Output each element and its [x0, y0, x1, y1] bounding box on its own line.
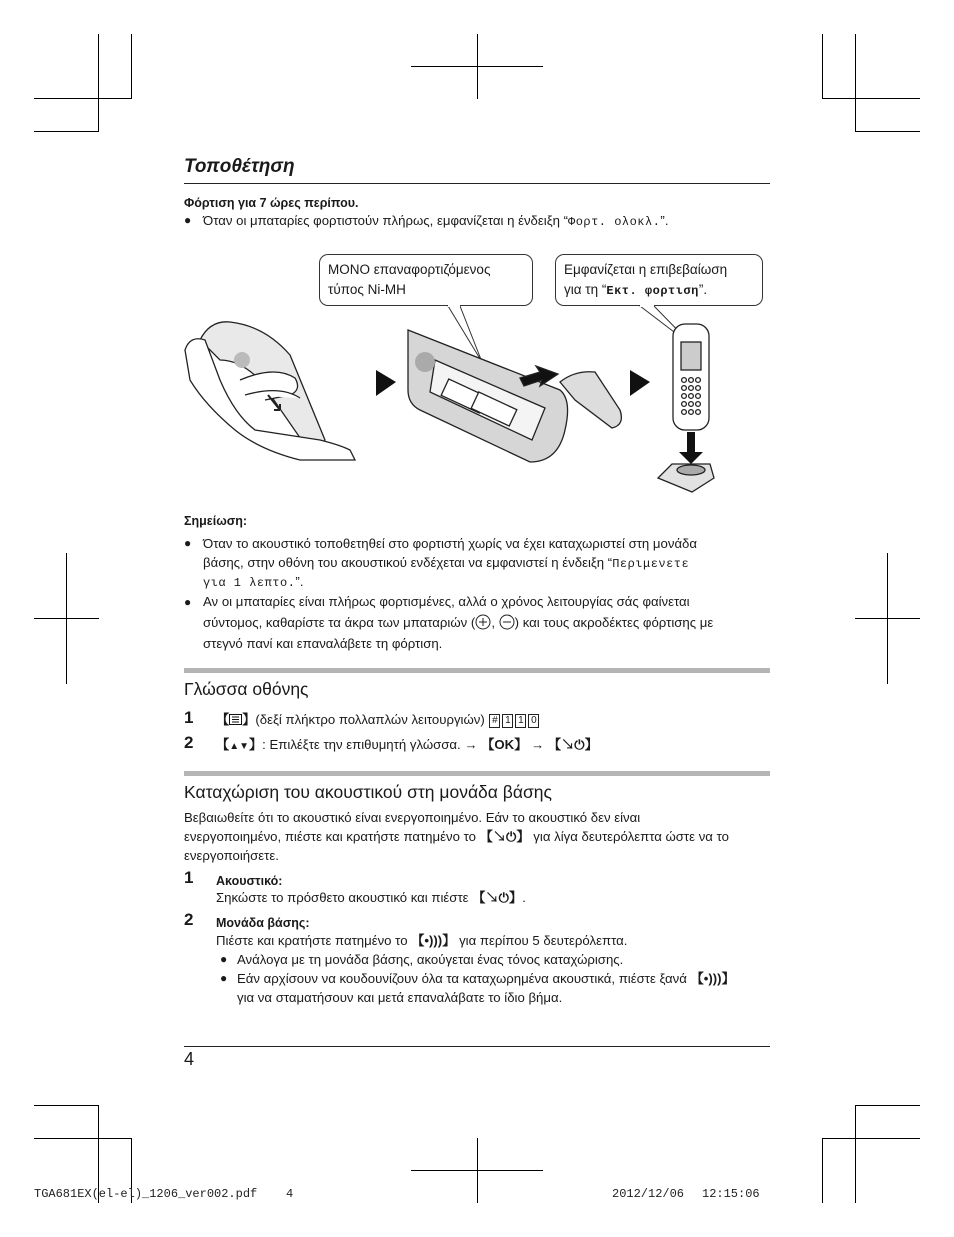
title-rule [184, 183, 770, 184]
hand-handset-icon [185, 322, 355, 460]
off-power-icon: ↘⏻ [492, 829, 517, 844]
locator-icon: •))) [424, 933, 443, 948]
handset-on-charger-icon [658, 324, 714, 492]
footer-filename: TGA681EX(el-el)_1206_ver002.pdf [34, 1187, 258, 1201]
note-bullet-2-line-2: σύντομος, καθαρίστε τα άκρα των μπαταριών ( , ) και τους ακροδέκτες φόρτισης με [203, 615, 714, 630]
note-bullet-2-line-1: Αν οι μπαταρίες είναι πλήρως φορτισμένες, αλλά ο χρόνος λειτουργίας σάς φαίνεται [203, 594, 690, 609]
section-bar [184, 668, 770, 673]
key-1: 1 [515, 714, 526, 728]
footer-date: 2012/12/06 [612, 1187, 685, 1201]
charging-bullet: Όταν οι μπαταρίες φορτιστούν πλήρως, εμφανίζεται η ένδειξη “Φορτ. ολοκλ.”. [203, 213, 669, 229]
callout-confirmation: Εμφανίζεται η επιβεβαίωση για τη “Εκτ. φορτιση”. [555, 254, 763, 306]
register-intro-line-2: ενεργοποιημένο, πιέστε και κρατήστε πατημένο το 【↘⏻】 για λίγα δευτερόλεπτα ώστε να το [184, 829, 729, 844]
step-number: 2 [184, 910, 194, 929]
register-step-1-text: Σηκώστε το πρόσθετο ακουστικό και πιέστε 【↘⏻】. [216, 890, 526, 905]
step-number: 1 [184, 868, 194, 887]
step-number: 1 [184, 708, 194, 727]
arrow-icon [376, 370, 396, 396]
page-title: Τοποθέτηση [184, 156, 295, 177]
register-step-2-text: Πιέστε και κρατήστε πατημένο το 【•)))】 για περίπου 5 δευτερόλεπτα. [216, 933, 628, 948]
arrow-icon [630, 370, 650, 396]
footer-rule [184, 1046, 770, 1047]
minus-terminal-icon [499, 614, 515, 630]
battery-installation-illustration [180, 300, 740, 500]
key-0: 0 [528, 714, 539, 728]
key-1: 1 [502, 714, 513, 728]
note-bullet-1-line-1: Όταν το ακουστικό τοποθετηθεί στο φορτιστή χωρίς να έχει καταχωριστεί στη μονάδα [203, 536, 698, 551]
key-hash: # [489, 714, 500, 728]
step-number: 2 [184, 733, 194, 752]
section-bar [184, 771, 770, 776]
up-down-icon: ▲▼ [229, 741, 249, 752]
note-bullet-1-line-3: για 1 λεπτο.”. [203, 574, 304, 590]
note-bullet-2-line-3: στεγνό πανί και επαναλάβετε τη φόρτιση. [203, 636, 443, 651]
register-step-1-label: Ακουστικό: [216, 874, 283, 888]
callout-battery-type: ΜΟΝΟ επαναφορτιζόμενος τύπος Ni-MH [319, 254, 533, 306]
menu-key-icon [229, 714, 242, 725]
off-power-icon: ↘⏻ [561, 737, 585, 752]
note-bullet-1-line-2: βάσης, στην οθόνη του ακουστικού ενδέχεται να εμφανιστεί η ένδειξη “Περιμενετε [203, 555, 690, 571]
register-intro-line-3: ενεργοποιήσετε. [184, 848, 279, 863]
plus-terminal-icon [475, 614, 491, 630]
register-sub-1: Ανάλογα με τη μονάδα βάσης, ακούγεται ένας τόνος καταχώρισης. [237, 952, 624, 967]
off-power-icon: ↘⏻ [485, 890, 510, 905]
register-sub-2-line-1: Εάν αρχίσουν να κουδουνίζουν όλα τα καταχωρημένα ακουστικά, πιέστε ξανά 【•)))】 [237, 971, 735, 986]
footer-time: 12:15:06 [702, 1187, 760, 1201]
language-step-2: 【▲▼】: Επιλέξτε την επιθυμητή γλώσσα. → 【OK】 → 【↘⏻】 [216, 737, 598, 752]
bullet-dot: ● [220, 971, 228, 985]
bullet-dot: ● [184, 536, 192, 550]
register-step-2-label: Μονάδα βάσης: [216, 916, 310, 930]
bullet-dot: ● [220, 952, 228, 966]
locator-icon: •))) [703, 971, 722, 986]
page-number: 4 [184, 1049, 195, 1069]
footer-page: 4 [286, 1187, 294, 1201]
bullet-dot: ● [184, 595, 192, 609]
register-intro-line-1: Βεβαιωθείτε ότι το ακουστικό είναι ενεργοποιημένο. Εάν το ακουστικό δεν είναι [184, 810, 641, 825]
note-heading: Σημείωση: [184, 514, 248, 528]
register-sub-2-line-2: για να σταματήσουν και μετά επαναλάβατε το ίδιο βήμα. [237, 990, 563, 1005]
language-step-1: 【 】(δεξί πλήκτρο πολλαπλών λειτουργιών) # 1 1 0 [216, 710, 540, 730]
register-section-title: Καταχώριση του ακουστικού στη μονάδα βάσης [184, 782, 552, 802]
language-section-title: Γλώσσα οθόνης [184, 679, 309, 699]
battery-compartment-icon [408, 330, 621, 462]
charging-heading: Φόρτιση για 7 ώρες περίπου. [184, 196, 359, 210]
bullet-dot: ● [184, 213, 192, 227]
